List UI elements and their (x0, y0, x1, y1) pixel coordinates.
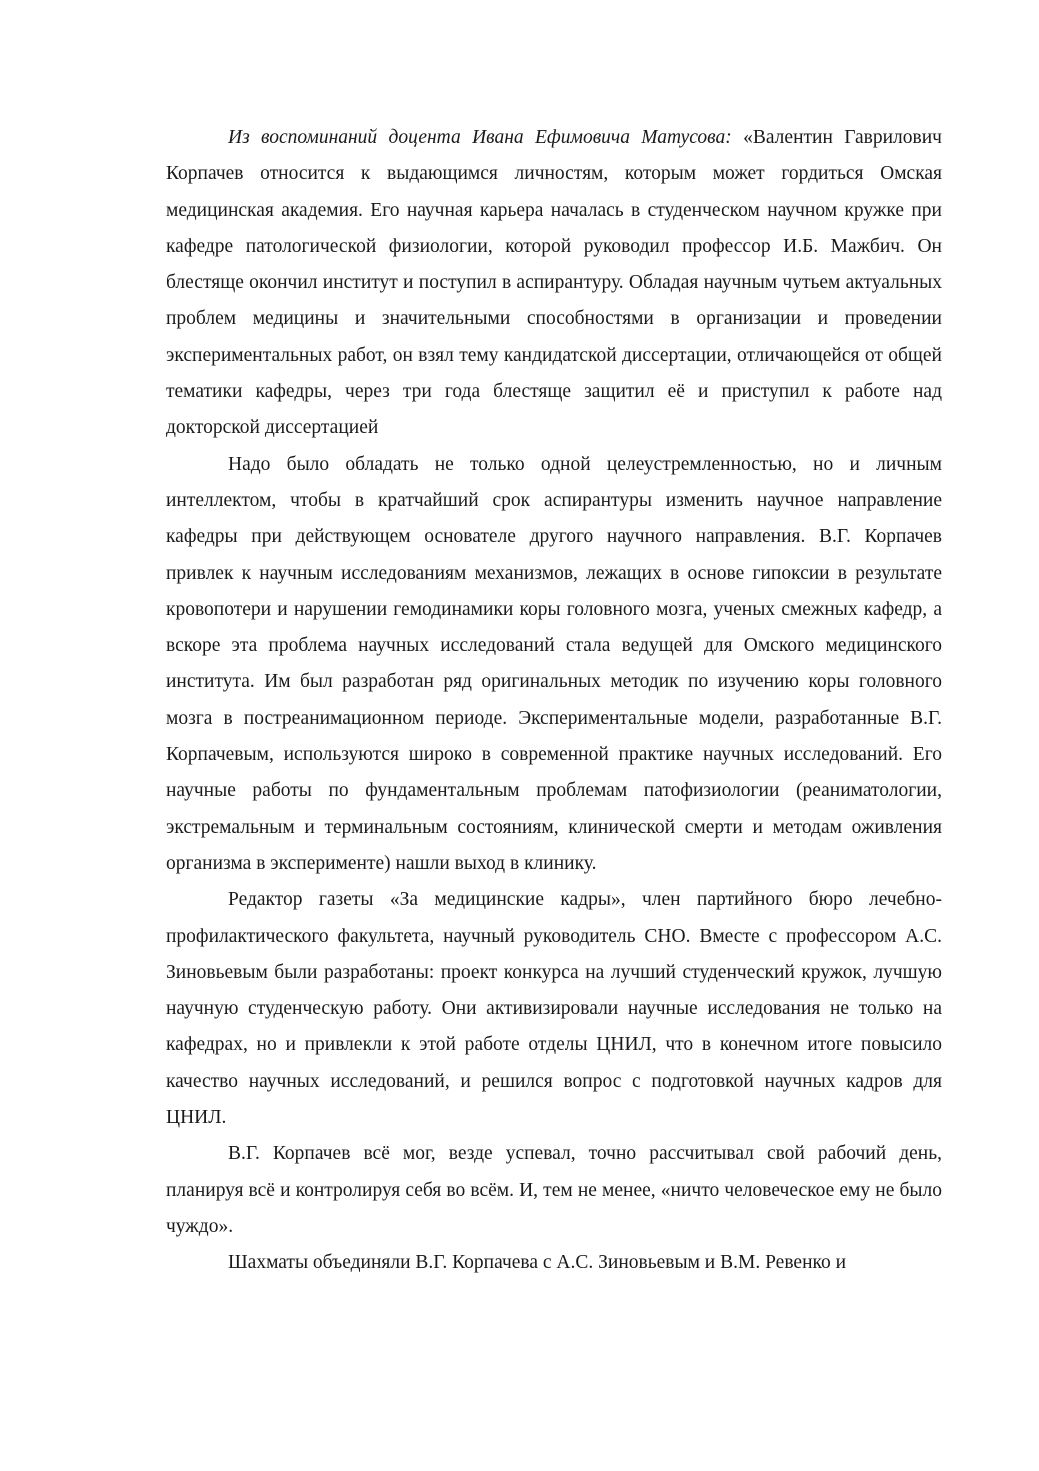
paragraph-intro-italic: Из воспоминаний доцента Ивана Ефимовича Матусова: (228, 127, 732, 148)
paragraph-2: Надо было обладать не только одной целеустремленностью, но и личным интеллектом, чтобы в кратчайший срок аспирантуры изменить научное направление кафедры при действующем основателе другого научного направления. В.Г. Корпачев привлек к научным исследованиям механизмов, лежащих в основе гипоксии в результате кровопотери и нарушении гемодинамики коры головного мозга, ученых смежных кафедр, а вскоре эта проблема научных исследований стала ведущей для Омского медицинского института. Им был разработан ряд оригинальных методик по изучению коры головного мозга в постреанимационном периоде. Экспериментальные модели, разработанные В.Г. Корпачевым, используются широко в современной практике научных исследований. Его научные работы по фундаментальным проблемам патофизиологии (реаниматологии, экстремальным и терминальным состояниям, клинической смерти и методам оживления организма в эксперименте) нашли выход в клинику. (166, 453, 942, 874)
document-body (166, 120, 942, 1282)
paragraph-1 (166, 120, 942, 447)
paragraph-1-text: «Валентин Гаврилович Корпачев относится к выдающимся личностям, которым может гордиться Омская медицинская академия. Его научная карьера началась в студенческом научном кружке при кафедре патологической физиологии, которой руководил профессор И.Б. Мажбич. Он блестяще окончил институт и поступил в аспирантуру. Обладая научным чутьем актуальных проблем медицины и значительными способностями в организации и проведении экспериментальных работ, он взял тему кандидатской диссертации, отличающейся от общей тематики кафедры, через три года блестяще защитил её и приступил к работе над докторской диссертацией (166, 127, 942, 439)
paragraph-4: В.Г. Корпачев всё мог, везде успевал, точно рассчитывал свой рабочий день, планируя всё и контролируя себя во всём. И, тем не менее, «ничто человеческое ему не было чуждо». (166, 1143, 942, 1237)
paragraph-5: Шахматы объединяли В.Г. Корпачева с А.С. Зиновьевым и В.М. Ревенко и (228, 1252, 847, 1274)
paragraph-3: Редактор газеты «За медицинские кадры», член партийного бюро лечебно-профилактического факультета, научный руководитель СНО. Вместе с профессором А.С. Зиновьевым были разработаны: проект конкурса на лучший студенческий кружок, лучшую научную студенческую работу. Они активизировали научные исследования не только на кафедрах, но и привлекли к этой работе отделы ЦНИЛ, что в конечном итоге повысило качество научных исследований, и решился вопрос с подготовкой научных кадров для ЦНИЛ. (166, 889, 942, 1129)
